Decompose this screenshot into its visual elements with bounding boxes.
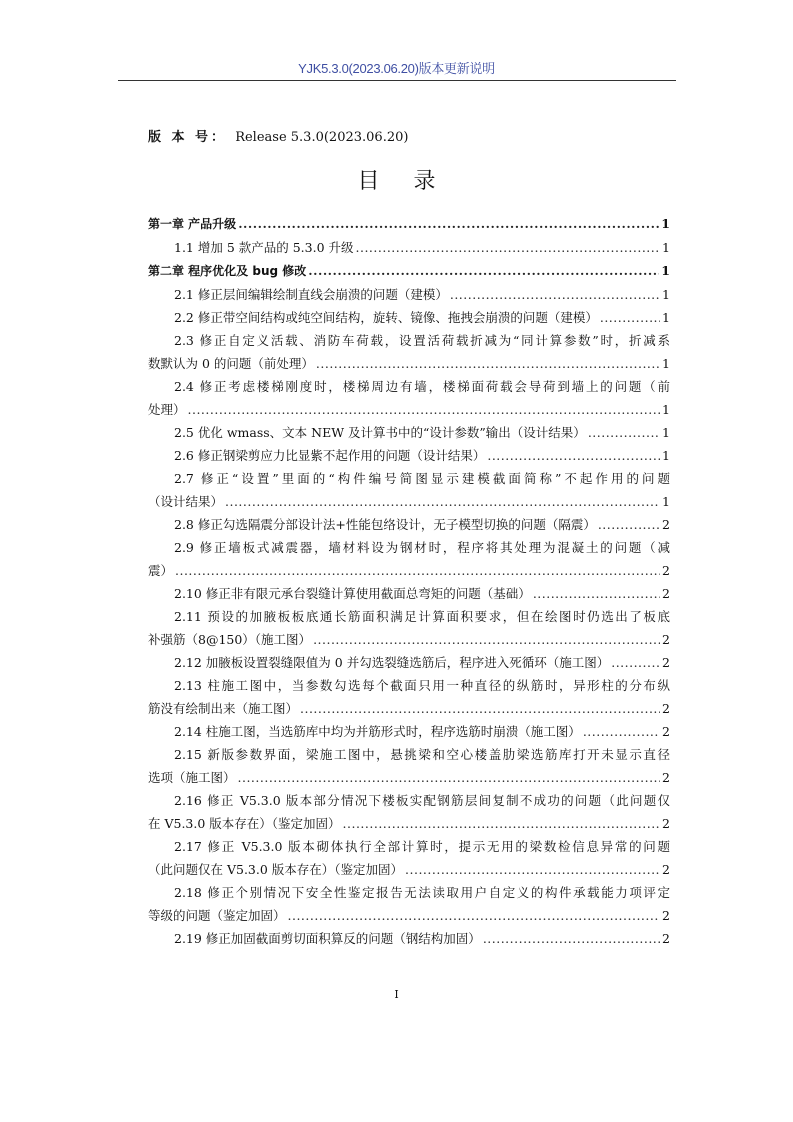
toc-dot-leader [238, 766, 661, 789]
toc-entry-text: 2.5 优化 wmass、文本 NEW 及计算书中的“设计参数”输出（设计结果） [174, 425, 586, 440]
toc-page-number: 1 [661, 263, 670, 278]
toc-dot-leader [611, 651, 660, 674]
toc-dot-leader [533, 582, 660, 605]
toc-entry-text: 等级的问题（鉴定加固） [148, 908, 286, 923]
toc-entry[interactable] [148, 283, 670, 306]
toc-entry-line [148, 766, 670, 789]
page-header-title: YJK5.3.0(2023.06.20)版本更新说明 [298, 61, 495, 76]
toc-page-number: 1 [662, 425, 670, 440]
toc-dot-leader [288, 904, 661, 927]
toc-dot-leader [175, 559, 660, 582]
toc-page-number: 2 [662, 655, 670, 670]
toc-entry-text: 2.8 修正勾选隔震分部设计法+性能包络设计，无子模型切换的问题（隔震） [174, 517, 596, 532]
toc-entry-text: 数默认为 0 的问题（前处理） [148, 356, 314, 371]
toc-entry-text: 第一章 产品升级 [148, 217, 237, 231]
toc-entry[interactable] [148, 236, 670, 259]
toc-entry-line [148, 559, 670, 582]
toc-entry-line [148, 259, 670, 283]
toc-entry-line [148, 398, 670, 421]
toc-entry-text: 2.19 修正加固截面剪切面积算反的问题（钢结构加固） [174, 931, 481, 946]
toc-entry[interactable] [148, 674, 670, 720]
toc-entry-text: 处理） [148, 402, 186, 417]
toc-dot-leader [343, 812, 661, 835]
toc-entry-line [148, 904, 670, 927]
toc-entry-line [148, 628, 670, 651]
toc-entry[interactable] [148, 835, 670, 881]
toc-dot-leader [487, 444, 660, 467]
toc-entry-text: 2.13 柱施工图中，当参数勾选每个截面只用一种直径的纵筋时，异形柱的分布纵 [174, 678, 670, 693]
toc-entry-text: 2.16 修正 V5.3.0 版本部分情况下楼板实配钢筋层间复制不成功的问题（此问题仅 [174, 793, 670, 808]
toc-entry[interactable] [148, 743, 670, 789]
toc-entry-text: （设计结果） [148, 494, 224, 509]
toc-entry-line [148, 513, 670, 536]
toc-entry-text: 补强筋（8@150）（施工图） [148, 632, 312, 647]
toc-entry-text: 2.2 修正带空间结构或纯空间结构，旋转、镜像、拖拽会崩溃的问题（建模） [174, 310, 598, 325]
toc-entry-line [148, 490, 670, 513]
toc-page-number: 1 [661, 216, 670, 231]
toc-dot-leader [316, 352, 660, 375]
toc-entry[interactable] [148, 720, 670, 743]
toc-dot-leader [225, 490, 660, 513]
header-divider [118, 80, 676, 81]
page-number: I [394, 988, 399, 1001]
toc-page-number: 1 [662, 310, 670, 325]
toc-entry-line [148, 236, 670, 259]
toc-dot-leader [588, 421, 660, 444]
toc-entry-text: 2.3 修正自定义活载、消防车荷载，设置活荷载折减为“同计算参数”时，折减系 [174, 333, 670, 348]
toc-entry[interactable] [148, 789, 670, 835]
version-label: 版 本 号： [148, 130, 228, 145]
toc-entry-line [148, 651, 670, 674]
toc-page-number: 2 [662, 586, 670, 601]
toc-page-number: 1 [662, 494, 670, 509]
toc-entry[interactable] [148, 306, 670, 329]
toc-page-number: 2 [662, 563, 670, 578]
toc-entry-line [148, 444, 670, 467]
toc-dot-leader [598, 513, 660, 536]
toc-dot-leader [313, 628, 660, 651]
toc-dot-leader [483, 927, 660, 950]
toc-entry[interactable] [148, 582, 670, 605]
toc-entry-line [148, 283, 670, 306]
toc-dot-leader [188, 398, 661, 421]
toc-entry-text: 2.18 修正个别情况下安全性鉴定报告无法读取用户自定义的构件承载能力项评定 [174, 885, 670, 900]
toc-page-number: 1 [662, 240, 670, 255]
toc-entry[interactable] [148, 444, 670, 467]
toc-page-number: 1 [662, 287, 670, 302]
toc-entry[interactable] [148, 605, 670, 651]
toc-page-number: 2 [662, 908, 670, 923]
toc-entry-text: 2.11 预设的加腋板板底通长筋面积满足计算面积要求，但在绘图时仍选出了板底 [174, 609, 670, 624]
toc-dot-leader [405, 858, 660, 881]
toc-entry[interactable] [148, 651, 670, 674]
toc-entry-line [148, 697, 670, 720]
table-of-contents [148, 212, 670, 950]
toc-entry-text: 筋没有绘制出来（施工图） [148, 701, 299, 716]
toc-entry[interactable] [148, 927, 670, 950]
toc-entry-line [148, 927, 670, 950]
toc-page-number: 2 [662, 770, 670, 785]
toc-entry[interactable] [148, 467, 670, 513]
toc-page-number: 2 [662, 862, 670, 877]
toc-page-number: 1 [662, 356, 670, 371]
toc-entry-line [148, 421, 670, 444]
toc-entry-text: 2.12 加腋板设置裂缝限值为 0 并勾选裂缝选筋后，程序进入死循环（施工图） [174, 655, 610, 670]
toc-entry[interactable] [148, 375, 670, 421]
toc-entry[interactable] [148, 329, 670, 375]
toc-entry-text: 第二章 程序优化及 bug 修改 [148, 264, 307, 278]
toc-entry-text: 选项（施工图） [148, 770, 236, 785]
toc-page-number: 2 [662, 517, 670, 532]
toc-entry-line [148, 306, 670, 329]
toc-entry-text: 2.17 修正 V5.3.0 版本砌体执行全部计算时，提示无用的梁数检信息异常的问题 [174, 839, 670, 854]
version-value: Release 5.3.0(2023.06.20) [235, 130, 409, 145]
toc-dot-leader [600, 306, 660, 329]
toc-dot-leader [450, 283, 660, 306]
toc-dot-leader [356, 236, 661, 259]
toc-entry[interactable] [148, 421, 670, 444]
toc-entry-line [148, 858, 670, 881]
toc-dot-leader [583, 720, 660, 743]
toc-entry[interactable] [148, 259, 670, 283]
toc-entry-text: 2.9 修正墙板式减震器，墙材料设为钢材时，程序将其处理为混凝土的问题（减 [174, 540, 670, 555]
toc-page-number: 1 [662, 448, 670, 463]
toc-entry-text: 在 V5.3.0 版本存在）（鉴定加固） [148, 816, 341, 831]
toc-entry[interactable] [148, 536, 670, 582]
toc-page-number: 2 [662, 632, 670, 647]
toc-entry[interactable] [148, 881, 670, 927]
toc-entry-text: 2.15 新版参数界面，梁施工图中，悬挑梁和空心楼盖肋梁选筋库打开未显示直径 [174, 747, 670, 762]
toc-title: 目录 [357, 169, 470, 194]
toc-entry-text: 震） [148, 563, 174, 578]
toc-entry-text: 2.6 修正钢梁剪应力比显紫不起作用的问题（设计结果） [174, 448, 486, 463]
version-line [148, 126, 408, 145]
toc-entry-text: 2.7 修正“设置”里面的“构件编号简图显示建模截面简称”不起作用的问题 [174, 471, 670, 486]
toc-entry-text: 2.14 柱施工图，当选筋库中均为并筋形式时，程序选筋时崩溃（施工图） [174, 724, 581, 739]
toc-entry-line [148, 720, 670, 743]
toc-entry-text: 2.4 修正考虑楼梯刚度时，楼梯周边有墙，楼梯面荷载会导荷到墙上的问题（前 [174, 379, 670, 394]
toc-page-number: 2 [662, 816, 670, 831]
toc-page-number: 2 [662, 724, 670, 739]
toc-dot-leader [238, 212, 659, 235]
toc-entry-text: 1.1 增加 5 款产品的 5.3.0 升级 [174, 240, 354, 255]
toc-entry-text: 2.1 修正层间编辑绘制直线会崩溃的问题（建模） [174, 287, 448, 302]
toc-dot-leader [300, 697, 660, 720]
toc-page-number: 2 [662, 701, 670, 716]
toc-page-number: 1 [662, 402, 670, 417]
toc-entry-text: 2.10 修正非有限元承台裂缝计算使用截面总弯矩的问题（基础） [174, 586, 531, 601]
toc-entry-text: （此问题仅在 V5.3.0 版本存在）（鉴定加固） [148, 862, 404, 877]
toc-dot-leader [308, 259, 659, 282]
toc-entry-line [148, 352, 670, 375]
toc-entry-line [148, 812, 670, 835]
toc-page-number: 2 [662, 931, 670, 946]
toc-entry[interactable] [148, 513, 670, 536]
toc-entry[interactable] [148, 212, 670, 236]
toc-entry-line [148, 212, 670, 236]
toc-entry-line [148, 582, 670, 605]
